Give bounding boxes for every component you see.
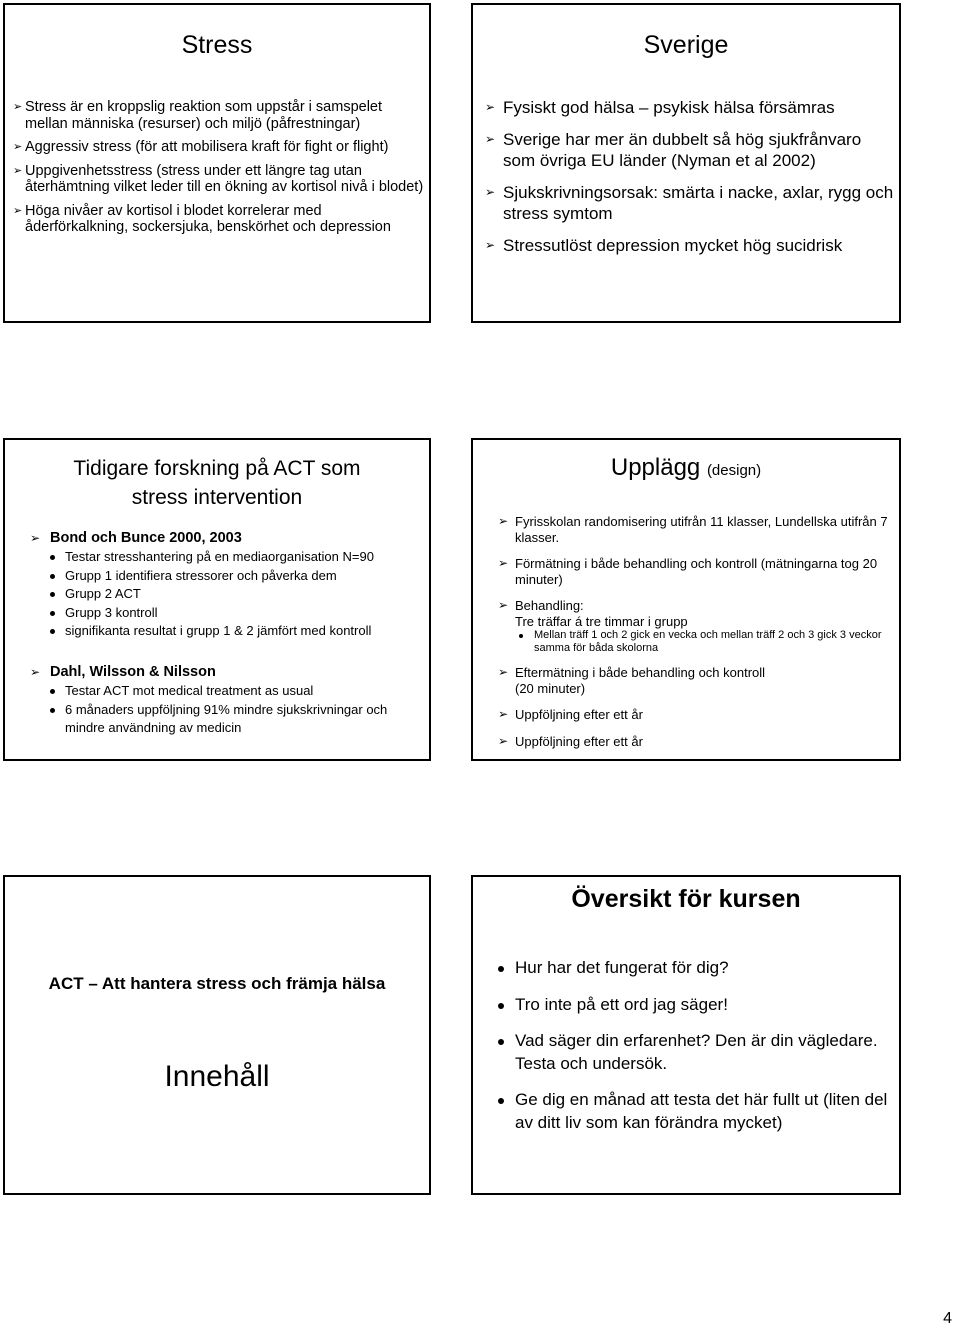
list-item: ➢ Fyrisskolan randomisering utifrån 11 klasser, Lundellska utifrån 7 klasser.	[498, 514, 888, 545]
slide-headline: ACT – Att hantera stress och främja hälsa	[48, 974, 386, 993]
bullet-list	[485, 97, 897, 267]
list-item: Mellan träff 1 och 2 gick en vecka och mellan träff 2 och 3 gick 3 veckor samma för båda skolorna	[517, 629, 898, 654]
list-item: Grupp 3 kontroll	[50, 604, 425, 623]
list-item: signifikanta resultat i grupp 1 & 2 jämfört med kontroll	[50, 622, 425, 641]
slide-title: Översikt för kursen	[571, 885, 801, 913]
dot-bullet-icon	[50, 574, 55, 579]
list-item: 6 månaders uppföljning 91% mindre sjukskrivningar och mindre användning av medicin	[50, 701, 425, 738]
dot-bullet-icon	[519, 634, 523, 638]
bullet-list	[498, 514, 898, 760]
slide-upplagg	[471, 438, 901, 761]
dot-bullet-icon	[50, 689, 55, 694]
list-item: ➢ Fysiskt god hälsa – psykisk hälsa försämras	[485, 98, 835, 117]
arrow-bullet-icon: ➢	[498, 707, 509, 721]
list-item: ➢ Uppgivenhetsstress (stress under ett längre tag utan återhämtning vilket leder till en ökning av kortisol nivå i blodet)	[13, 162, 424, 195]
arrow-bullet-icon: ➢	[13, 141, 23, 153]
list-item: ➢ Sverige har mer än dubbelt så hög sjukfrånvaro som övriga EU länder (Nyman et al 2002)	[485, 130, 862, 170]
list-item: Ge dig en månad att testa det här fullt ut (liten del av ditt liv som kan förändra mycket)	[498, 1089, 893, 1134]
list-item: ➢ Uppföljning efter ett år	[498, 707, 643, 722]
slide-act-title	[3, 875, 431, 1195]
arrow-bullet-icon: ➢	[498, 598, 509, 612]
sub-list	[50, 548, 425, 641]
list-item: Testar stresshantering på en mediaorganisation N=90	[50, 548, 425, 567]
arrow-bullet-icon: ➢	[485, 238, 496, 252]
arrow-bullet-icon: ➢	[498, 514, 509, 528]
page-number: 4	[943, 1310, 952, 1327]
list-item: ➢ Behandling: Tre träffar á tre timmar i grupp Mellan träff 1 och 2 gick en vecka och mellan träff 2 och 3 gick 3 veckor samma för båda skolorna	[498, 598, 898, 654]
sub-list	[50, 682, 425, 738]
list-item: Hur har det fungerat för dig?	[498, 957, 893, 980]
arrow-bullet-icon: ➢	[498, 733, 509, 748]
dot-bullet-icon	[498, 1003, 504, 1009]
list-item: ➢ Sjukskrivningsorsak: smärta i nacke, axlar, rygg och stress symtom	[485, 183, 894, 223]
arrow-bullet-icon: ➢	[485, 100, 496, 114]
sub-list	[517, 629, 898, 654]
dot-bullet-icon	[498, 1098, 504, 1104]
group-heading: ➢ Bond och Bunce 2000, 2003	[30, 530, 242, 546]
bullet-list	[498, 957, 893, 1148]
arrow-bullet-icon: ➢	[498, 665, 509, 679]
list-item: Testar ACT mot medical treatment as usual	[50, 682, 425, 701]
list-item: Grupp 1 identifiera stressorer och påverka dem	[50, 567, 425, 586]
dot-bullet-icon	[50, 592, 55, 597]
arrow-bullet-icon: ➢	[485, 132, 496, 146]
slide-tidigare-forskning	[3, 438, 431, 761]
list-item: Grupp 2 ACT	[50, 585, 425, 604]
arrow-bullet-icon: ➢	[13, 204, 23, 217]
arrow-bullet-icon: ➢	[13, 164, 23, 177]
dot-bullet-icon	[50, 708, 55, 713]
arrow-bullet-icon: ➢	[13, 101, 23, 113]
arrow-bullet-icon: ➢	[485, 185, 496, 199]
dot-bullet-icon	[498, 966, 504, 972]
arrow-bullet-icon: ➢	[30, 531, 41, 545]
slide-oversikt	[471, 875, 901, 1195]
slide-title: Tidigare forskning på ACT som stress intervention	[73, 457, 361, 509]
list-item: ➢ Aggressiv stress (för att mobilisera kraft för fight or flight)	[13, 139, 389, 155]
slide-title: Stress	[181, 31, 253, 59]
slide-title: Upplägg (design)	[610, 454, 762, 481]
slide-title: Sverige	[643, 31, 729, 59]
list-item: ➢ Eftermätning i både behandling och kontroll (20 minuter)	[498, 665, 766, 696]
list-item: ➢ Uppföljning efter ett år	[498, 733, 643, 749]
arrow-bullet-icon: ➢	[30, 665, 41, 679]
arrow-bullet-icon: ➢	[498, 556, 509, 570]
list-item: Vad säger din erfarenhet? Den är din vägledare. Testa och undersök.	[498, 1030, 893, 1075]
dot-bullet-icon	[50, 555, 55, 560]
dot-bullet-icon	[50, 611, 55, 616]
group-heading: ➢ Dahl, Wilsson & Nilsson	[30, 664, 216, 680]
slide-big-text: Innehåll	[164, 1060, 270, 1093]
slide-sverige	[471, 3, 901, 323]
list-item: Tro inte på ett ord jag säger!	[498, 994, 893, 1017]
slide-stress	[3, 3, 431, 323]
list-item: ➢ Förmätning i både behandling och kontroll (mätningarna tog 20 minuter)	[498, 556, 878, 587]
list-item: ➢ Stress är en kroppslig reaktion som uppstår i samspelet mellan människa (resurser) och miljö (påfrestningar)	[13, 99, 383, 132]
dot-bullet-icon	[498, 1039, 504, 1045]
list-item: ➢ Höga nivåer av kortisol i blodet korrelerar med åderförkalkning, sockersjuka, benskörhet och depression	[13, 202, 391, 235]
study-group	[30, 528, 425, 641]
study-group	[30, 662, 425, 738]
dot-bullet-icon	[50, 629, 55, 634]
list-item: ➢ Stressutlöst depression mycket hög sucidrisk	[485, 236, 843, 255]
bullet-list	[13, 99, 428, 243]
